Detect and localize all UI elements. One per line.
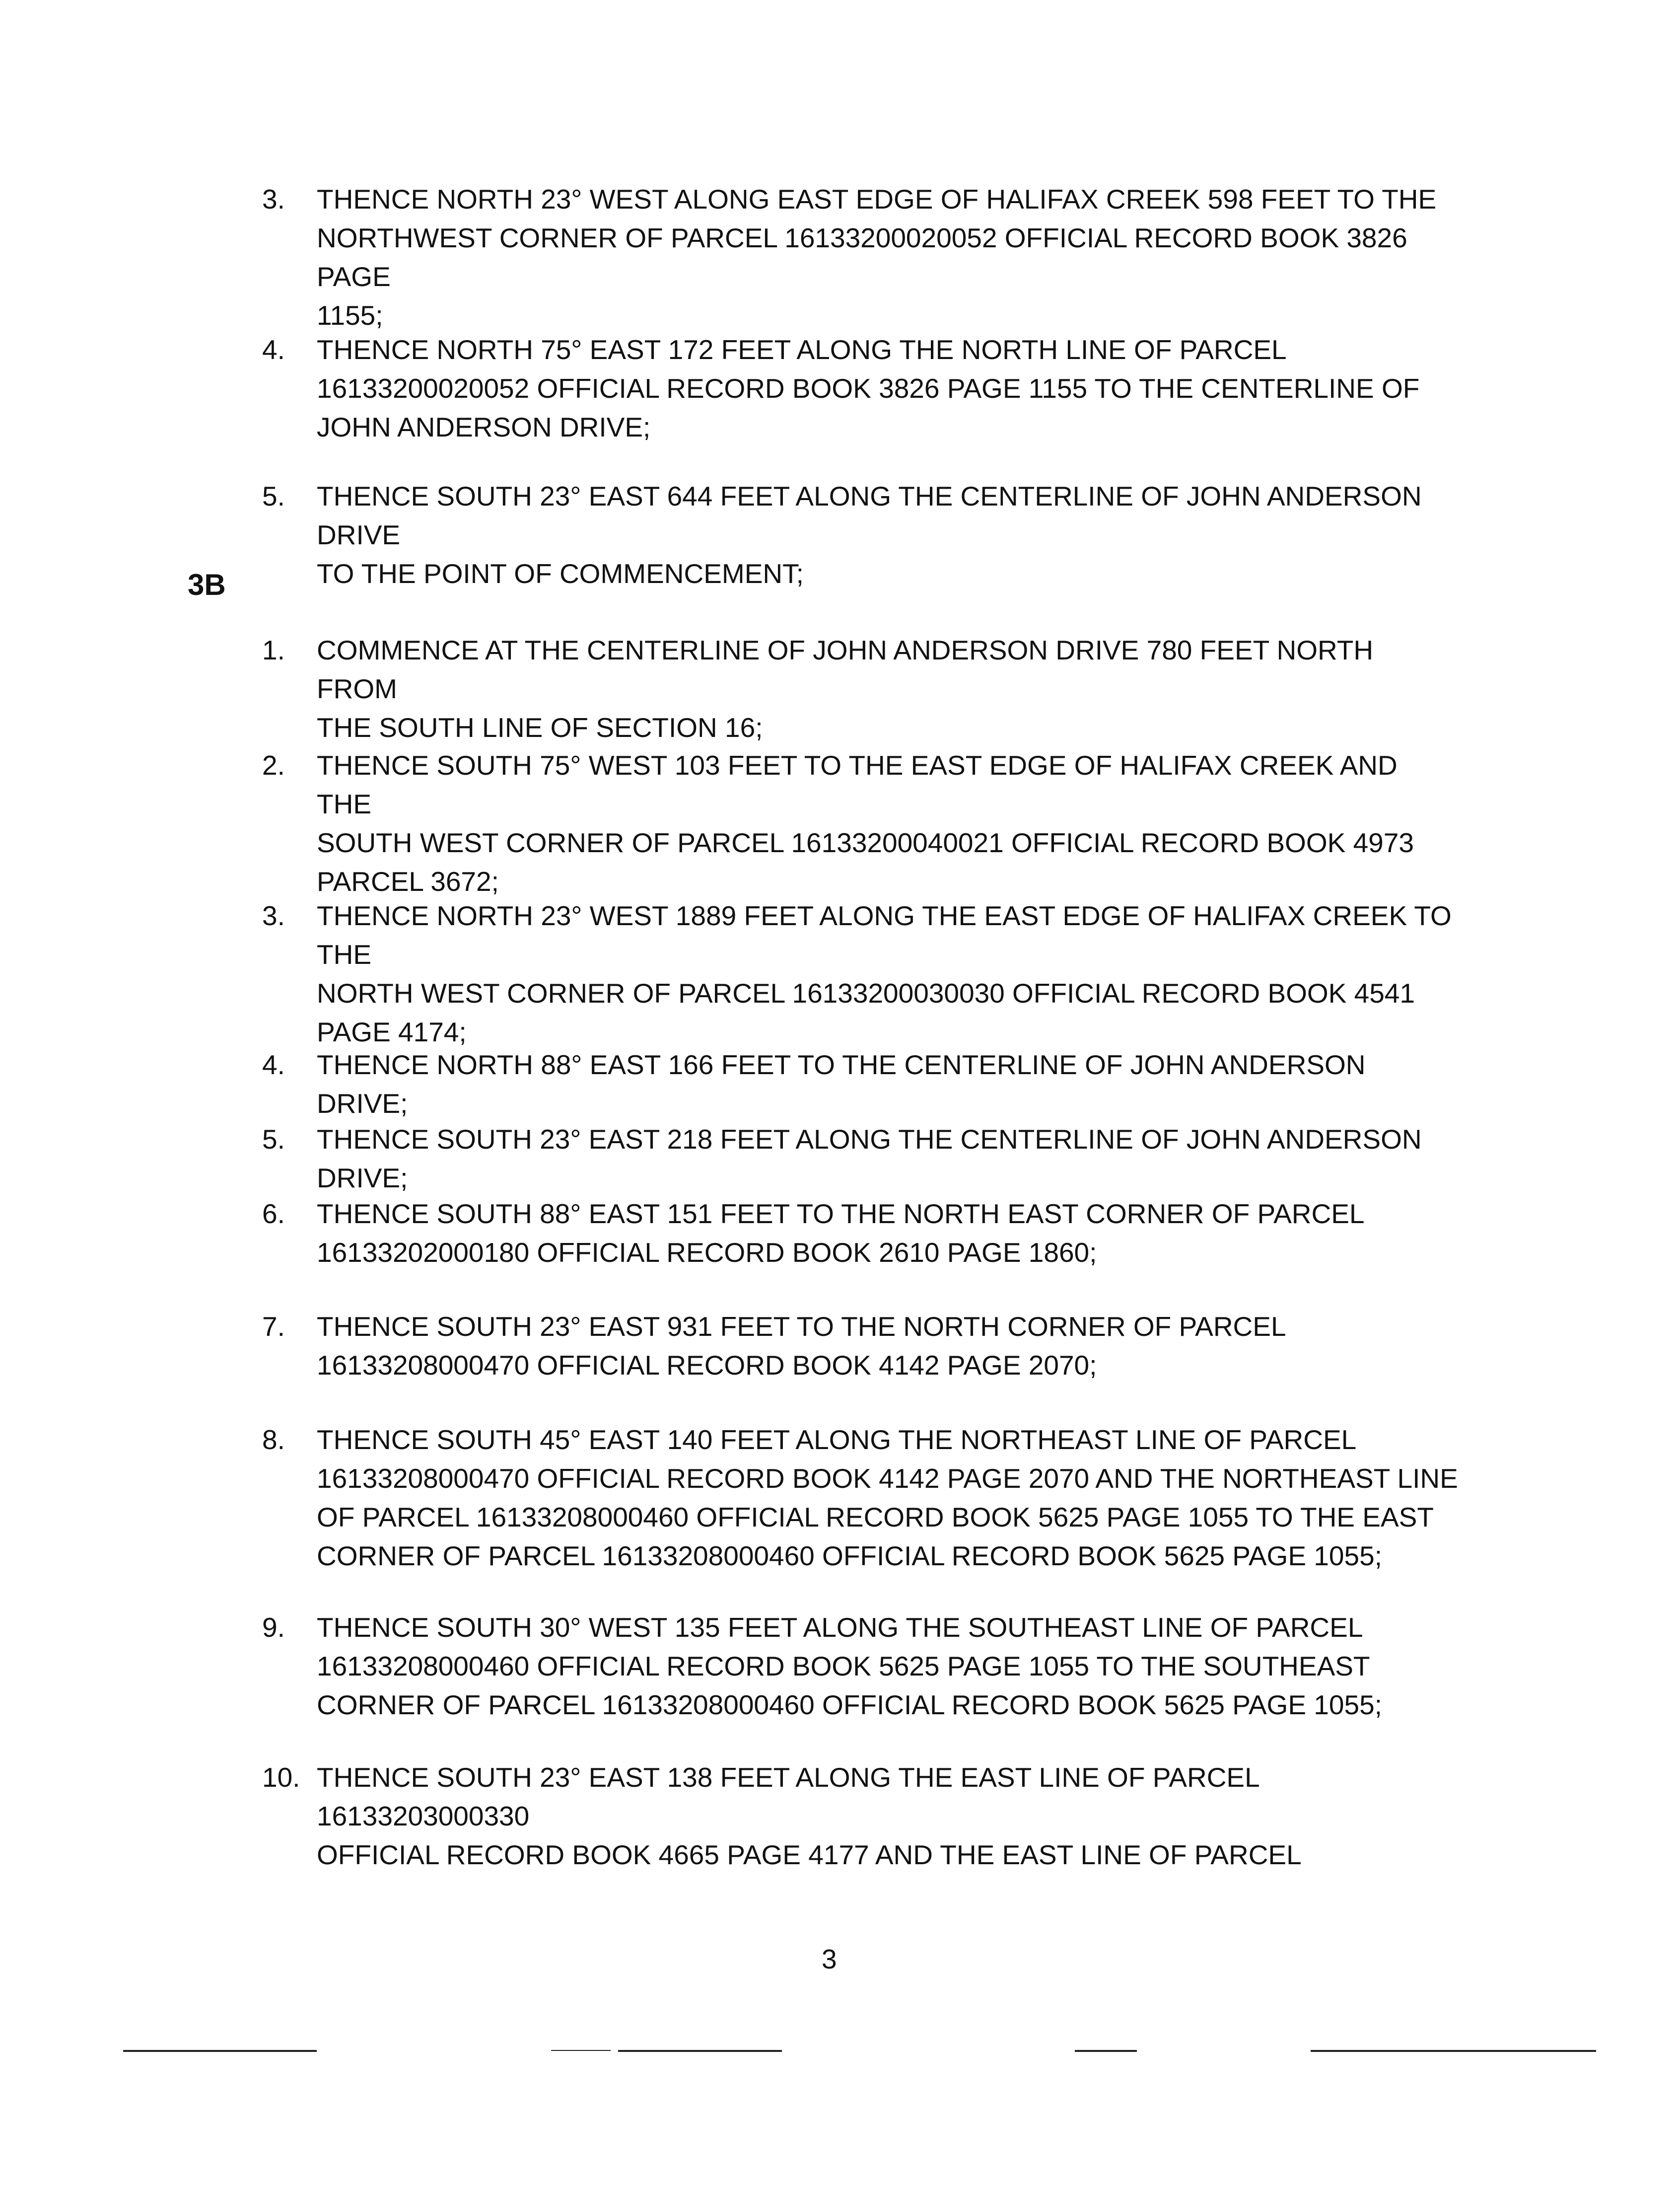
footer-rule: [123, 2050, 317, 2052]
page-number: 3: [822, 1944, 837, 1974]
item-text: THENCE SOUTH 23° EAST 218 FEET ALONG THE CENTERLINE OF JOHN ANDERSON DRIVE;: [317, 1124, 1422, 1193]
item-text: THENCE SOUTH 30° WEST 135 FEET ALONG THE SOUTHEAST LINE OF PARCEL 16133208000460 OFFICIAL RECORD BOOK 5625 PAGE 1055 TO THE SOUTHEAST CORNER OF PARCEL 16133208000460 OFFICIAL RECORD BOOK 5625 PAGE 1055;: [317, 1612, 1382, 1720]
item-number: 10.: [262, 1762, 300, 1793]
item-text: THENCE SOUTH 45° EAST 140 FEET ALONG THE NORTHEAST LINE OF PARCEL 16133208000470 OFFICIAL RECORD BOOK 4142 PAGE 2070 AND THE NORTHEAST LINE OF PARCEL 16133208000460 OFFICIAL RECORD BOOK 5625 PAGE 1055 TO THE EAST CORNER OF PARCEL 16133208000460 OFFICIAL RECORD BOOK 5625 PAGE 1055;: [317, 1424, 1458, 1571]
footer-rule: [618, 2050, 782, 2052]
item-number: 4.: [262, 1049, 285, 1080]
item-text: THENCE SOUTH 88° EAST 151 FEET TO THE NORTH EAST CORNER OF PARCEL 16133202000180 OFFICIAL RECORD BOOK 2610 PAGE 1860;: [317, 1198, 1365, 1268]
item-text: THENCE SOUTH 23° EAST 931 FEET TO THE NORTH CORNER OF PARCEL 16133208000470 OFFICIAL RECORD BOOK 4142 PAGE 2070;: [317, 1311, 1286, 1381]
section-label: 3B: [188, 568, 226, 601]
item-text: THENCE SOUTH 23° EAST 644 FEET ALONG THE CENTERLINE OF JOHN ANDERSON DRIVE TO THE POINT OF COMMENCEMENT;: [317, 481, 1422, 589]
item-text: THENCE SOUTH 23° EAST 138 FEET ALONG THE EAST LINE OF PARCEL 16133203000330 OFFICIAL RECORD BOOK 4665 PAGE 4177 AND THE EAST LINE OF PARCEL: [317, 1762, 1302, 1870]
item-number: 2.: [262, 750, 285, 781]
footer-rule: [1075, 2050, 1137, 2052]
footer-rule: [1311, 2050, 1596, 2052]
item-number: 8.: [262, 1424, 285, 1455]
item-number: 5.: [262, 1124, 285, 1155]
item-number: 7.: [262, 1311, 285, 1342]
item-number: 1.: [262, 635, 285, 665]
item-text: THENCE NORTH 23° WEST ALONG EAST EDGE OF HALIFAX CREEK 598 FEET TO THE NORTHWEST CORNER OF PARCEL 16133200020052 OFFICIAL RECORD BOOK 3826 PAGE 1155;: [317, 184, 1437, 331]
footer-rule: [551, 2050, 611, 2051]
item-text: THENCE NORTH 88° EAST 166 FEET TO THE CENTERLINE OF JOHN ANDERSON DRIVE;: [317, 1049, 1366, 1119]
item-text: COMMENCE AT THE CENTERLINE OF JOHN ANDERSON DRIVE 780 FEET NORTH FROM THE SOUTH LINE OF SECTION 16;: [317, 635, 1374, 743]
item-number: 6.: [262, 1198, 285, 1229]
item-number: 5.: [262, 481, 285, 511]
item-number: 4.: [262, 334, 285, 365]
item-number: 3.: [262, 900, 285, 931]
item-number: 3.: [262, 184, 285, 215]
item-text: THENCE NORTH 75° EAST 172 FEET ALONG THE NORTH LINE OF PARCEL 16133200020052 OFFICIAL RECORD BOOK 3826 PAGE 1155 TO THE CENTERLINE OF JOHN ANDERSON DRIVE;: [317, 334, 1420, 442]
item-text: THENCE SOUTH 75° WEST 103 FEET TO THE EAST EDGE OF HALIFAX CREEK AND THE SOUTH WEST CORNER OF PARCEL 16133200040021 OFFICIAL RECORD BOOK 4973 PARCEL 3672;: [317, 750, 1414, 897]
item-number: 9.: [262, 1612, 285, 1643]
item-text: THENCE NORTH 23° WEST 1889 FEET ALONG THE EAST EDGE OF HALIFAX CREEK TO THE NORTH WEST CORNER OF PARCEL 16133200030030 OFFICIAL RECORD BOOK 4541 PAGE 4174;: [317, 900, 1452, 1047]
